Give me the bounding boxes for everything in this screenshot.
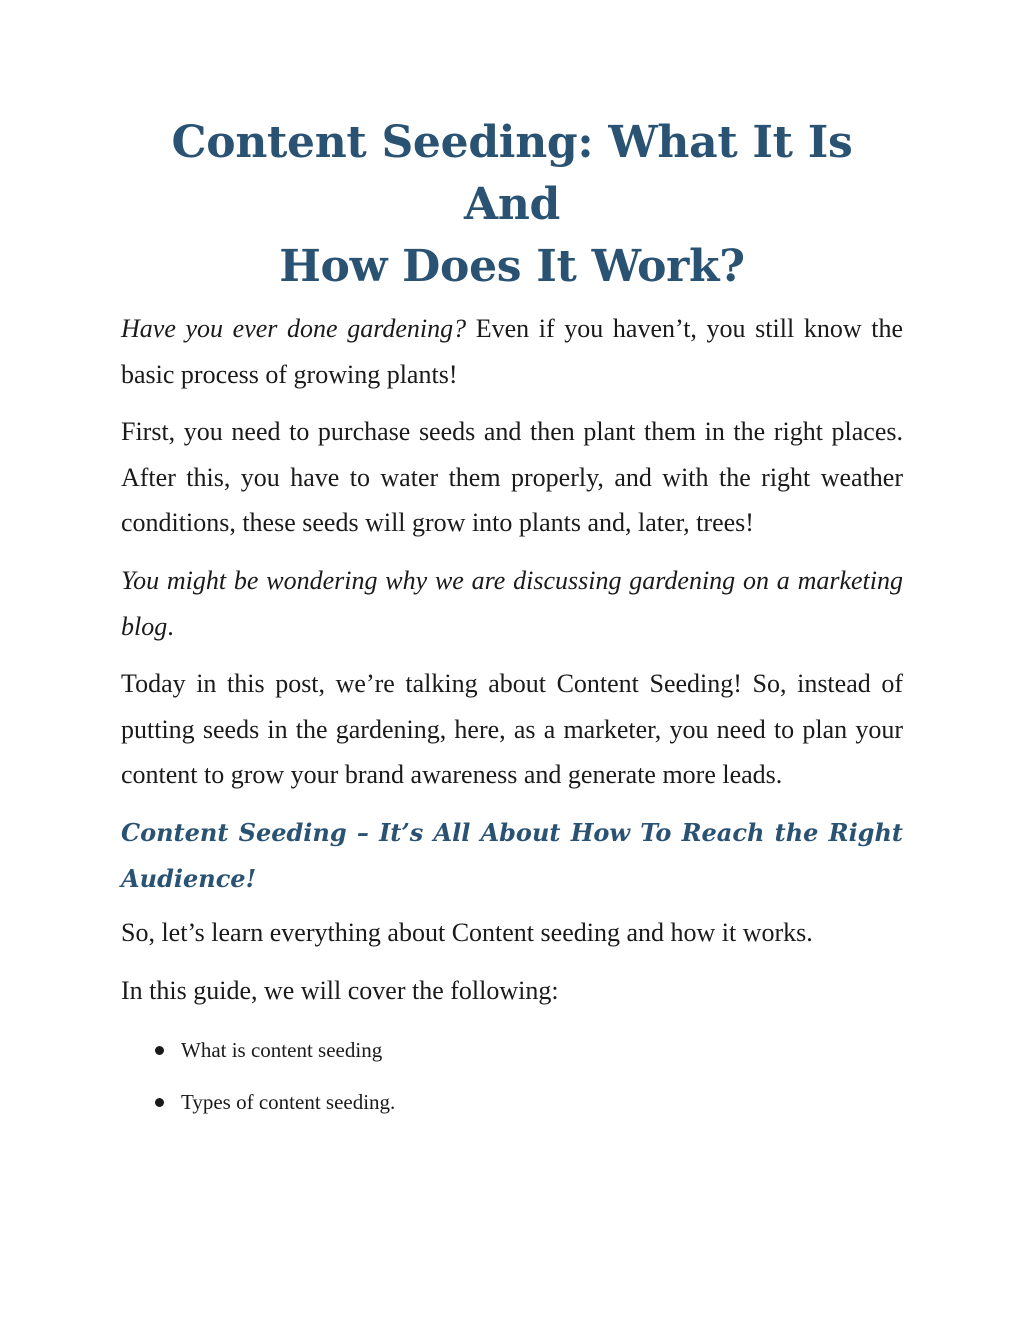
gardening-paragraph: First, you need to purchase seeds and then plant them in the right places. After this, you have to water them properly, and with the right weather conditions, these seeds will grow into plants and, later, trees! [121, 417, 903, 538]
list-item-text: What is content seeding [181, 1038, 383, 1063]
intro-question: Have you ever done gardening? [121, 314, 467, 343]
list-item [155, 1087, 903, 1117]
guide-paragraph: In this guide, we will cover the following: [121, 975, 559, 1005]
intro-text: Even if you haven’t, you still know the basic process of growing plants! [121, 314, 903, 389]
today-paragraph: Today in this post, we’re talking about Content Seeding! So, instead of putting seeds in the gardening, here, as a marketer, you need to plan your content to grow your brand awareness and generate more leads. [121, 669, 903, 790]
section-subheading: Content Seeding – It’s All About How To Reach the Right Audience! [121, 817, 903, 893]
document-page [121, 112, 903, 1139]
wondering-paragraph [121, 558, 903, 649]
intro-paragraph [121, 306, 903, 397]
wondering-period: . [167, 611, 174, 641]
learn-paragraph: So, let’s learn everything about Content seeding and how it works. [121, 917, 813, 947]
title-line-2: How Does It Work? [279, 241, 745, 292]
bullet-icon [155, 1098, 164, 1107]
article-title [121, 112, 903, 298]
title-line-1: Content Seeding: What It Is And [171, 117, 853, 230]
list-item [155, 1035, 903, 1065]
topics-list [121, 1035, 903, 1117]
wondering-text: You might be wondering why we are discussing gardening on a marketing blog [121, 565, 903, 641]
bullet-icon [155, 1046, 164, 1055]
list-item-text: Types of content seeding. [181, 1090, 396, 1115]
